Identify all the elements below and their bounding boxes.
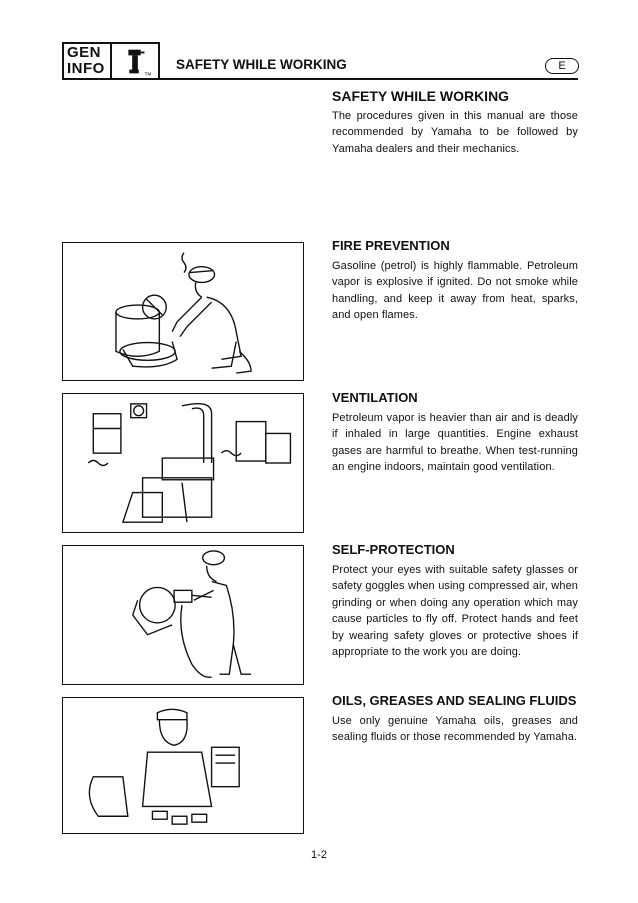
svg-text:TM: TM: [144, 72, 152, 78]
section-self-protection: [332, 542, 578, 660]
oils-greases-illustration: [62, 697, 304, 834]
gen-label: GEN: [67, 44, 102, 61]
section-body: Protect your eyes with suitable safety glasses or safety goggles when using compressed air, when grinding or when doing any operation which may cause particles to fly off. Protect hands and feet by wearing safety gloves or protective shoes if appropriate to the work you are doing.: [332, 564, 578, 659]
page-header-title: SAFETY WHILE WORKING: [176, 57, 347, 72]
section-heading: VENTILATION: [332, 390, 418, 405]
section-tab-gen-info: [62, 42, 112, 80]
section-heading: OILS, GREASES AND SEALING FLUIDS: [332, 693, 577, 708]
header-rule: [160, 78, 578, 80]
section-body: Use only genuine Yamaha oils, greases and sealing fluids or those recommended by Yamaha.: [332, 715, 578, 744]
info-label: INFO: [67, 60, 105, 77]
section-fire-prevention: [332, 238, 578, 324]
section-body: The procedures given in this manual are those recommended by Yamaha to be followed by Yamaha dealers and their mechanics.: [332, 110, 578, 155]
section-heading: FIRE PREVENTION: [332, 238, 450, 253]
section-heading: SELF-PROTECTION: [332, 542, 455, 557]
section-safety-while-working: [332, 88, 578, 157]
section-ventilation: [332, 390, 578, 476]
section-body: Petroleum vapor is heavier than air and is deadly if inhaled in large quantities. Engine exhaust gases are harmful to breathe. When test-running an engine indoors, maintain good ventilation.: [332, 412, 578, 474]
outboard-motor-icon: [112, 42, 160, 80]
section-oils-greases: [332, 693, 578, 746]
language-badge: E: [545, 58, 579, 74]
section-body: Gasoline (petrol) is highly flammable. Petroleum vapor is explosive if ignited. Do not smoke while handling, and keep it away from heat, sparks, and open flames.: [332, 260, 578, 322]
ventilation-illustration: [62, 393, 304, 533]
self-protection-illustration: [62, 545, 304, 685]
page-number: 1-2: [311, 849, 327, 861]
section-heading: SAFETY WHILE WORKING: [332, 88, 510, 104]
fire-prevention-illustration: [62, 242, 304, 381]
